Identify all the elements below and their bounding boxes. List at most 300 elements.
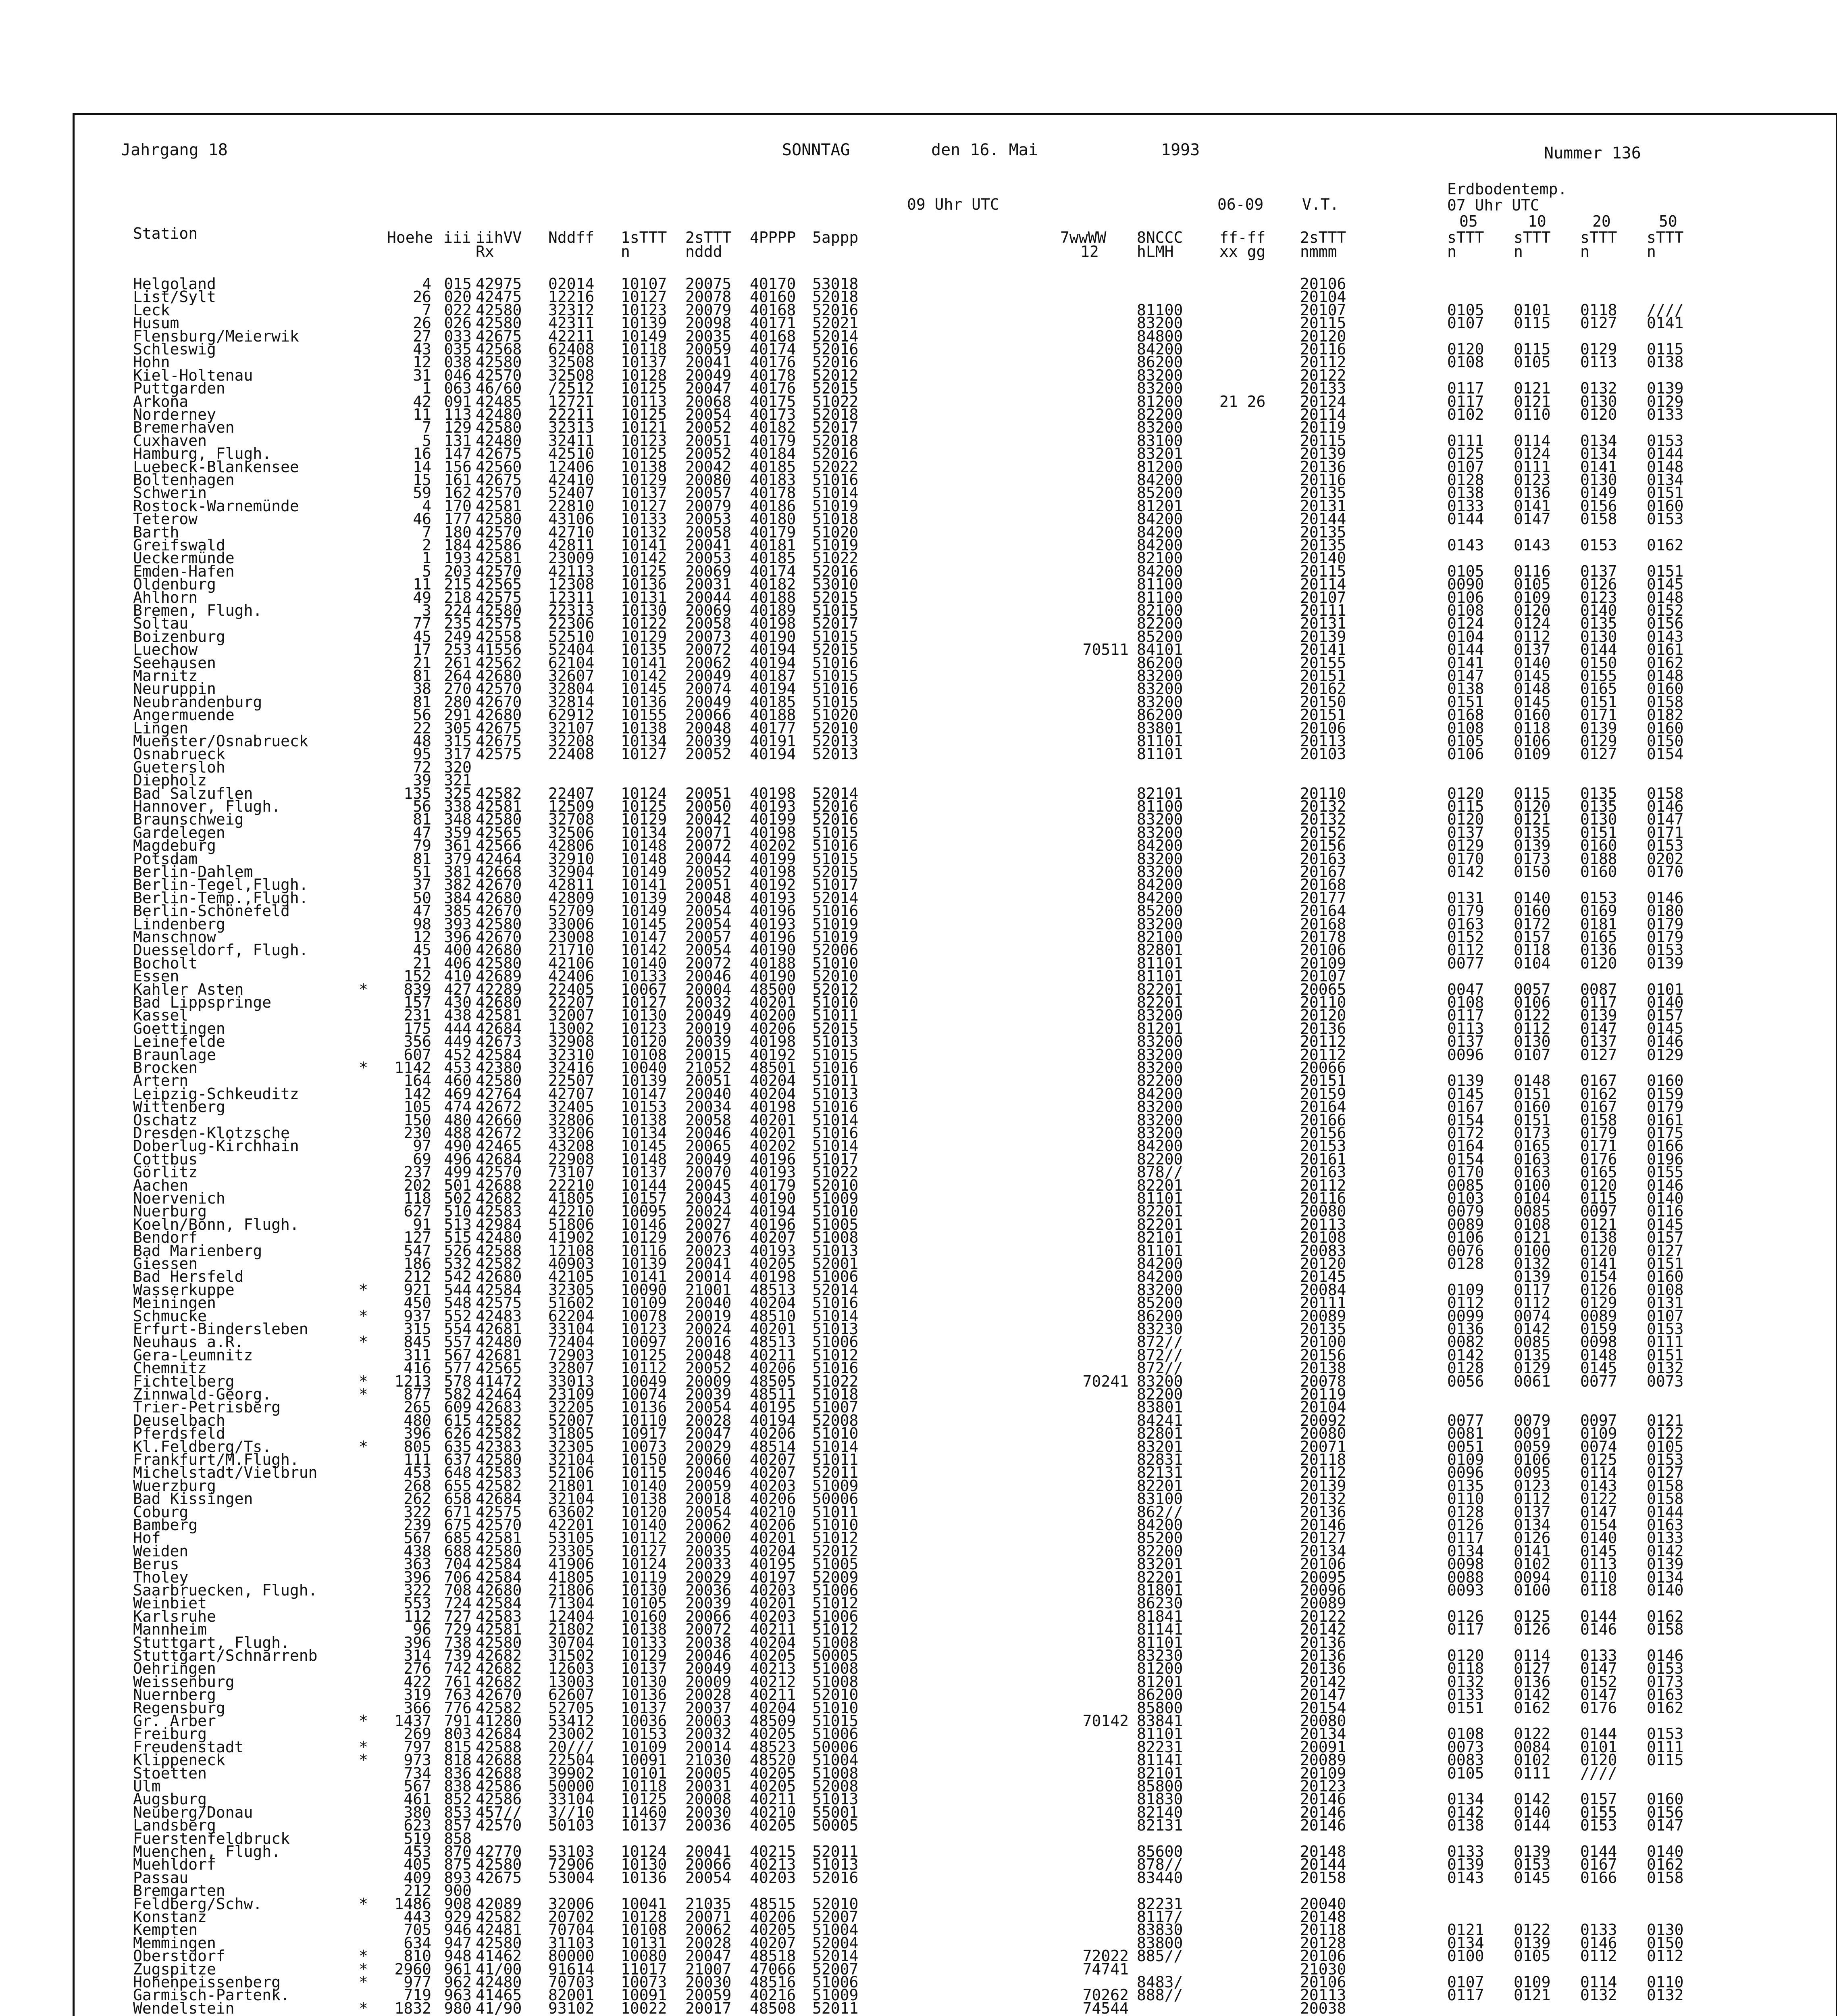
cell-8nccc: 83200 <box>1137 1111 1183 1129</box>
cell-2sttt-vt: 20089 <box>1300 1751 1346 1769</box>
cell-4pppp: 40198 <box>750 823 796 841</box>
table-row <box>0 810 1837 829</box>
cell-iihvv: 42670 <box>476 928 522 946</box>
cell-iii: 161 <box>444 471 472 489</box>
cell-8nccc: 82231 <box>1137 1895 1183 1913</box>
col-ffff: ff-ff <box>1219 229 1266 246</box>
cell-5appp: 51011 <box>812 1503 859 1521</box>
cell-nddff: 32508 <box>548 366 595 384</box>
cell-nddff: 42707 <box>548 1085 595 1103</box>
cell-8nccc: 83200 <box>1137 1033 1183 1051</box>
cell-5appp: 51013 <box>812 1320 859 1338</box>
table-row <box>0 1139 1837 1153</box>
cell-1sttt: 10145 <box>621 915 667 933</box>
cell-sttt-10: 0160 <box>1514 902 1551 920</box>
date: den 16. Mai <box>931 141 1038 159</box>
cell-2sttt-vt: 20154 <box>1300 1699 1346 1717</box>
cell-station-name: Trier-Petrisberg <box>133 1398 281 1416</box>
cell-8nccc: 86230 <box>1137 1594 1183 1612</box>
cell-nddff: 32007 <box>548 1006 595 1025</box>
table-row <box>0 682 1837 696</box>
cell-2sttt-vt: 20159 <box>1300 1085 1346 1103</box>
cell-5appp: 52014 <box>812 889 859 907</box>
cell-sttt-05: 0179 <box>1447 902 1484 920</box>
cell-hoehe: 45 <box>413 627 431 646</box>
cell-sttt-05: 0108 <box>1447 719 1484 737</box>
cell-2sttt: 20046 <box>685 1647 732 1664</box>
cell-2sttt: 20048 <box>685 889 732 907</box>
cell-station-name: Memmingen <box>133 1934 216 1952</box>
cell-4pppp: 40191 <box>750 732 796 750</box>
cell-iihvv: 42582 <box>476 1699 522 1717</box>
cell-2sttt: 20058 <box>685 614 732 633</box>
cell-sttt-10: 0100 <box>1514 1581 1551 1599</box>
cell-2sttt-vt: 20106 <box>1300 941 1346 959</box>
cell-4pppp: 40189 <box>750 602 796 619</box>
cell-2sttt-vt: 20118 <box>1300 1451 1346 1468</box>
cell-2sttt: 20066 <box>685 1856 732 1874</box>
cell-iihvv: 42570 <box>476 366 522 384</box>
cell-1sttt: 10123 <box>621 1019 667 1037</box>
cell-sttt-20: 0151 <box>1580 823 1617 841</box>
cell-sttt-50: 0111 <box>1647 1738 1684 1756</box>
cell-sttt-10: 0125 <box>1514 1607 1551 1625</box>
cell-station-name: Magdeburg <box>133 837 216 855</box>
cell-sttt-20: 0126 <box>1580 575 1617 594</box>
cell-8nccc: 84241 <box>1137 1411 1183 1429</box>
cell-hoehe: 1832 <box>394 1999 431 2016</box>
cell-5appp: 52008 <box>812 1411 859 1429</box>
col-nmmm: nmmm <box>1300 243 1337 260</box>
cell-4pppp: 40211 <box>750 1346 796 1364</box>
cell-station-name: Bremgarten <box>133 1882 225 1900</box>
cell-sttt-05: 0124 <box>1447 614 1484 633</box>
cell-1sttt: 10073 <box>621 1437 667 1456</box>
cell-iihvv: 42689 <box>476 967 522 985</box>
cell-sttt-20: 0154 <box>1580 1268 1617 1286</box>
cell-1sttt: 10078 <box>621 1307 667 1325</box>
cell-8nccc: 84800 <box>1137 327 1183 345</box>
cell-sttt-05: 0137 <box>1447 823 1484 841</box>
cell-sttt-50: //// <box>1647 301 1684 319</box>
cell-1sttt: 10090 <box>621 1281 667 1299</box>
cell-hoehe: 81 <box>413 810 431 829</box>
cell-sttt-10: 0106 <box>1514 1451 1551 1468</box>
cell-station-name: Schmucke <box>133 1307 207 1325</box>
cell-4pppp: 40203 <box>750 1477 796 1495</box>
cell-sttt-05: 0151 <box>1447 1699 1484 1717</box>
cell-iihvv: 42672 <box>476 1124 522 1142</box>
cell-1sttt: 10137 <box>621 353 667 371</box>
cell-nddff: 23008 <box>548 928 595 946</box>
cell-sttt-50: 0153 <box>1647 431 1684 450</box>
cell-sttt-20: 0118 <box>1580 1581 1617 1599</box>
cell-sttt-50: 0147 <box>1647 1816 1684 1835</box>
cell-iihvv: 42670 <box>476 876 522 894</box>
cell-4pppp: 40196 <box>750 1150 796 1168</box>
cell-hoehe: 719 <box>404 1986 431 2004</box>
cell-sttt-10: 0147 <box>1514 510 1551 528</box>
cell-2sttt: 20058 <box>685 523 732 541</box>
cell-4pppp: 40204 <box>750 1072 796 1090</box>
cell-2sttt: 20049 <box>685 1150 732 1168</box>
cell-iii: 480 <box>444 1111 472 1129</box>
cell-sttt-05: 0126 <box>1447 1607 1484 1625</box>
cell-station-name: Michelstadt/Vielbrun <box>133 1464 318 1482</box>
cell-iii: 875 <box>444 1856 472 1874</box>
cell-5appp: 52009 <box>812 1568 859 1586</box>
cell-station-name: Feldberg/Schw. <box>133 1895 262 1913</box>
cell-sttt-05: 0172 <box>1447 1124 1484 1142</box>
cell-station-name: Stoetten <box>133 1764 207 1782</box>
cell-8nccc: 82101 <box>1137 784 1183 802</box>
cell-sttt-50: 0142 <box>1647 1542 1684 1560</box>
table-row <box>0 473 1837 487</box>
cell-sttt-10: 0106 <box>1514 993 1551 1011</box>
cell-2sttt-vt: 20080 <box>1300 1425 1346 1443</box>
cell-iii: 264 <box>444 667 472 685</box>
cell-iihvv: 42580 <box>476 810 522 829</box>
cell-sttt-50: 0110 <box>1647 1973 1684 1991</box>
cell-2sttt: 20057 <box>685 928 732 946</box>
cell-8nccc: 82100 <box>1137 549 1183 567</box>
cell-8nccc: 81101 <box>1137 1633 1183 1652</box>
cell-2sttt: 20049 <box>685 693 732 711</box>
cell-sttt-50: 0130 <box>1647 1921 1684 1939</box>
cell-2sttt-vt: 20146 <box>1300 1803 1346 1821</box>
cell-sttt-50: 0158 <box>1647 1477 1684 1495</box>
cell-1sttt: 11460 <box>621 1803 667 1821</box>
cell-2sttt-vt: 20120 <box>1300 327 1346 345</box>
cell-4pppp: 40190 <box>750 941 796 959</box>
cell-2sttt-vt: 20136 <box>1300 1660 1346 1678</box>
cell-4pppp: 40201 <box>750 993 796 1011</box>
cell-sttt-10: 0102 <box>1514 1555 1551 1573</box>
cell-nddff: 93102 <box>548 1999 595 2016</box>
cell-sttt-20: 0160 <box>1580 837 1617 855</box>
cell-2sttt-vt: 20100 <box>1300 1333 1346 1351</box>
cell-5appp: 51011 <box>812 1451 859 1468</box>
cell-hoehe: 314 <box>404 1647 431 1664</box>
cell-4pppp: 40205 <box>750 1255 796 1272</box>
cell-4pppp: 40193 <box>750 889 796 907</box>
cell-sttt-20: 0188 <box>1580 850 1617 868</box>
cell-nddff: 41906 <box>548 1555 595 1573</box>
cell-4pppp: 40179 <box>750 523 796 541</box>
cell-1sttt: 10134 <box>621 1124 667 1142</box>
cell-nddff: /2512 <box>548 379 595 398</box>
cell-5appp: 51015 <box>812 850 859 868</box>
table-row <box>0 627 1837 646</box>
cell-iii: 526 <box>444 1241 472 1260</box>
cell-4pppp: 40196 <box>750 928 796 946</box>
obs-time: 09 Uhr UTC <box>907 196 999 213</box>
cell-hoehe: 1142 <box>394 1059 431 1077</box>
cell-1sttt: 10128 <box>621 1908 667 1926</box>
cell-mountain-marker: * <box>359 1960 368 1978</box>
cell-sttt-05: 0106 <box>1447 745 1484 763</box>
cell-station-name: Doberlug-Kirchhain <box>133 1137 299 1155</box>
cell-5appp: 51015 <box>812 823 859 841</box>
cell-2sttt: 20044 <box>685 588 732 606</box>
table-row <box>0 497 1837 515</box>
cell-2sttt-vt: 20112 <box>1300 1033 1346 1051</box>
cell-7wwww: 70241 <box>1082 1372 1129 1390</box>
cell-2sttt-vt: 20133 <box>1300 379 1346 398</box>
table-row <box>0 823 1837 841</box>
cell-8nccc: 83200 <box>1137 1098 1183 1116</box>
cell-2sttt-vt: 20151 <box>1300 1072 1346 1090</box>
cell-5appp: 51015 <box>812 1045 859 1064</box>
cell-iihvv: 42582 <box>476 1477 522 1495</box>
cell-2sttt: 20003 <box>685 1712 732 1730</box>
cell-5appp: 51008 <box>812 1660 859 1678</box>
cell-nddff: 72906 <box>548 1856 595 1874</box>
cell-iii: 444 <box>444 1019 472 1037</box>
cell-5appp: 51016 <box>812 1359 859 1377</box>
cell-iii: 393 <box>444 915 472 933</box>
cell-4pppp: 40211 <box>750 1620 796 1639</box>
cell-iihvv: 42580 <box>476 1451 522 1468</box>
cell-sttt-05: 0170 <box>1447 1163 1484 1181</box>
table-row <box>0 1061 1837 1075</box>
cell-2sttt-vt: 20104 <box>1300 288 1346 306</box>
cell-hoehe: 409 <box>404 1868 431 1887</box>
cell-2sttt-vt: 20112 <box>1300 1176 1346 1194</box>
cell-sttt-50: 0140 <box>1647 1843 1684 1860</box>
cell-sttt-20: 0160 <box>1580 863 1617 881</box>
year-label: Jahrgang 18 <box>121 141 228 159</box>
cell-nddff: 22810 <box>548 497 595 515</box>
table-row <box>0 1359 1837 1377</box>
cell-sttt-50: 0171 <box>1647 823 1684 841</box>
cell-hoehe: 877 <box>404 1385 431 1403</box>
cell-sttt-20: 0167 <box>1580 1098 1617 1116</box>
cell-sttt-50: 0145 <box>1647 575 1684 594</box>
cell-2sttt-vt: 20132 <box>1300 810 1346 829</box>
table-row <box>0 1555 1837 1573</box>
cell-iii: 063 <box>444 379 472 398</box>
cell-sttt-20: 0120 <box>1580 1751 1617 1769</box>
cell-2sttt: 20047 <box>685 379 732 398</box>
cell-8nccc: 85600 <box>1137 1843 1183 1860</box>
cell-sttt-05: 0147 <box>1447 667 1484 685</box>
cell-iihvv: 42580 <box>476 915 522 933</box>
cell-station-name: Hannover, Flugh. <box>133 798 281 815</box>
cell-iihvv: 42580 <box>476 1633 522 1652</box>
cell-sttt-10: 0100 <box>1514 1176 1551 1194</box>
cell-sttt-20: 0150 <box>1580 654 1617 672</box>
cell-station-name: Cuxhaven <box>133 431 207 450</box>
cell-sttt-10: 0143 <box>1514 536 1551 554</box>
cell-nddff: 22211 <box>548 406 595 423</box>
cell-sttt-10: 0115 <box>1514 784 1551 802</box>
cell-4pppp: 40180 <box>750 510 796 528</box>
cell-station-name: Erfurt-Bindersleben <box>133 1320 308 1338</box>
cell-8nccc: 83200 <box>1137 667 1183 685</box>
cell-2sttt-vt: 20112 <box>1300 1045 1346 1064</box>
cell-nddff: 70704 <box>548 1921 595 1939</box>
cell-2sttt: 20035 <box>685 1542 732 1560</box>
cell-5appp: 51014 <box>812 1137 859 1155</box>
cell-2sttt: 20014 <box>685 1738 732 1756</box>
cell-iii: 946 <box>444 1921 472 1939</box>
cell-nddff: 22313 <box>548 602 595 619</box>
cell-iii: 361 <box>444 837 472 855</box>
cell-hoehe: 164 <box>404 1072 431 1090</box>
cell-station-name: Oschatz <box>133 1111 198 1129</box>
table-row <box>0 1581 1837 1599</box>
cell-1sttt: 10148 <box>621 850 667 868</box>
cell-4pppp: 40174 <box>750 562 796 580</box>
cell-sttt-05: 0134 <box>1447 1542 1484 1560</box>
cell-1sttt: 10138 <box>621 1620 667 1639</box>
cell-1sttt: 10130 <box>621 602 667 619</box>
cell-4pppp: 40190 <box>750 627 796 646</box>
cell-1sttt: 10130 <box>621 1856 667 1874</box>
col-n-10: n <box>1514 243 1523 260</box>
cell-sttt-10: 0150 <box>1514 863 1551 881</box>
cell-sttt-10: 0145 <box>1514 667 1551 685</box>
cell-1sttt: 10125 <box>621 1346 667 1364</box>
cell-station-name: Essen <box>133 967 179 985</box>
cell-4pppp: 40185 <box>750 458 796 476</box>
cell-2sttt-vt: 20135 <box>1300 523 1346 541</box>
cell-5appp: 52018 <box>812 431 859 450</box>
cell-iihvv: 42582 <box>476 784 522 802</box>
cell-iihvv: 42673 <box>476 1033 522 1051</box>
cell-sttt-10: 0124 <box>1514 445 1551 463</box>
cell-4pppp: 40203 <box>750 1581 796 1599</box>
cell-8nccc: 83200 <box>1137 1006 1183 1025</box>
cell-hoehe: 22 <box>413 719 431 737</box>
cell-4pppp: 40187 <box>750 667 796 685</box>
cell-4pppp: 40173 <box>750 406 796 423</box>
cell-2sttt-vt: 20153 <box>1300 1137 1346 1155</box>
cell-station-name: Braunlage <box>133 1045 216 1064</box>
cell-2sttt: 20052 <box>685 445 732 463</box>
cell-iihvv: 42675 <box>476 719 522 737</box>
cell-sttt-05: 0168 <box>1447 706 1484 724</box>
cell-sttt-50: 0122 <box>1647 1425 1684 1443</box>
cell-nddff: 32310 <box>548 1045 595 1064</box>
cell-1sttt: 10917 <box>621 1425 667 1443</box>
cell-1sttt: 10140 <box>621 954 667 972</box>
depth-10: 10 <box>1528 212 1546 230</box>
cell-iihvv: 42584 <box>476 1555 522 1573</box>
cell-mountain-marker: * <box>359 980 368 998</box>
table-row <box>0 915 1837 933</box>
cell-sttt-05: 0105 <box>1447 732 1484 750</box>
cell-sttt-20: 0132 <box>1580 379 1617 398</box>
cell-sttt-10: 0153 <box>1514 1856 1551 1874</box>
cell-station-name: Neuberg/Donau <box>133 1803 253 1821</box>
cell-sttt-20: 0130 <box>1580 392 1617 410</box>
cell-sttt-50: 0151 <box>1647 1346 1684 1364</box>
cell-sttt-50: 0139 <box>1647 954 1684 972</box>
cell-1sttt: 10130 <box>621 1006 667 1025</box>
cell-station-name: Hohenpeissenberg <box>133 1973 281 1991</box>
cell-nddff: 32313 <box>548 419 595 437</box>
issue-number: Nummer 136 <box>1544 144 1641 162</box>
table-row <box>0 1283 1837 1297</box>
cell-2sttt: 20046 <box>685 1464 732 1482</box>
cell-station-name: Artern <box>133 1072 189 1090</box>
cell-2sttt: 20032 <box>685 1725 732 1743</box>
table-row <box>0 614 1837 633</box>
cell-sttt-20: 0181 <box>1580 915 1617 933</box>
cell-hoehe: 72 <box>413 758 431 776</box>
table-row <box>0 1163 1837 1181</box>
cell-8nccc: 84200 <box>1137 1255 1183 1272</box>
cell-8nccc: 83201 <box>1137 1437 1183 1456</box>
cell-sttt-10: 0116 <box>1514 562 1551 580</box>
cell-2sttt: 20004 <box>685 980 732 998</box>
cell-2sttt-vt: 20128 <box>1300 1934 1346 1952</box>
cell-5appp: 51011 <box>812 1006 859 1025</box>
col-2sttt: 2sTTT <box>685 229 732 246</box>
cell-2sttt: 20029 <box>685 1568 732 1586</box>
cell-iii: 763 <box>444 1686 472 1704</box>
cell-2sttt-vt: 20083 <box>1300 1241 1346 1260</box>
cell-sttt-50: 0151 <box>1647 562 1684 580</box>
cell-iii: 502 <box>444 1189 472 1207</box>
cell-2sttt-vt: 20120 <box>1300 1006 1346 1025</box>
cell-2sttt: 20054 <box>685 1503 732 1521</box>
cell-2sttt: 20072 <box>685 641 732 659</box>
cell-1sttt: 10112 <box>621 1359 667 1377</box>
cell-hoehe: 319 <box>404 1686 431 1704</box>
cell-2sttt: 20071 <box>685 823 732 841</box>
cell-sttt-05: 0163 <box>1447 915 1484 933</box>
cell-sttt-50: 0160 <box>1647 497 1684 515</box>
cell-5appp: 50005 <box>812 1647 859 1664</box>
cell-iii: 022 <box>444 301 472 319</box>
cell-8nccc: 81201 <box>1137 1019 1183 1037</box>
cell-sttt-10: 0151 <box>1514 1111 1551 1129</box>
cell-nddff: 32508 <box>548 353 595 371</box>
cell-iii: 655 <box>444 1477 472 1495</box>
table-row <box>0 419 1837 437</box>
cell-hoehe: 212 <box>404 1882 431 1900</box>
cell-1sttt: 10091 <box>621 1986 667 2004</box>
col-1sttt: 1sTTT <box>621 229 667 246</box>
cell-2sttt: 20039 <box>685 732 732 750</box>
cell-nddff: 31103 <box>548 1934 595 1952</box>
cell-iii: 708 <box>444 1581 472 1599</box>
table-row <box>0 1518 1837 1532</box>
cell-nddff: 50000 <box>548 1777 595 1795</box>
cell-2sttt-vt: 20135 <box>1300 1320 1346 1338</box>
cell-iii: 203 <box>444 562 472 580</box>
cell-hoehe: 315 <box>404 1320 431 1338</box>
cell-sttt-50: 0154 <box>1647 745 1684 763</box>
cell-4pppp: 40206 <box>750 1490 796 1508</box>
cell-station-name: Leck <box>133 301 170 319</box>
cell-sttt-50: 0146 <box>1647 889 1684 907</box>
cell-sttt-05: 0079 <box>1447 1202 1484 1220</box>
cell-station-name: Soltau <box>133 614 189 633</box>
cell-8nccc: 85800 <box>1137 1699 1183 1717</box>
cell-sttt-10: 0112 <box>1514 627 1551 646</box>
cell-sttt-50: 0158 <box>1647 784 1684 802</box>
cell-hoehe: 627 <box>404 1202 431 1220</box>
cell-sttt-20: 0126 <box>1580 1281 1617 1299</box>
cell-hoehe: 96 <box>413 1620 431 1639</box>
cell-5appp: 52011 <box>812 1843 859 1860</box>
cell-hoehe: 461 <box>404 1790 431 1808</box>
cell-5appp: 51013 <box>812 1085 859 1103</box>
